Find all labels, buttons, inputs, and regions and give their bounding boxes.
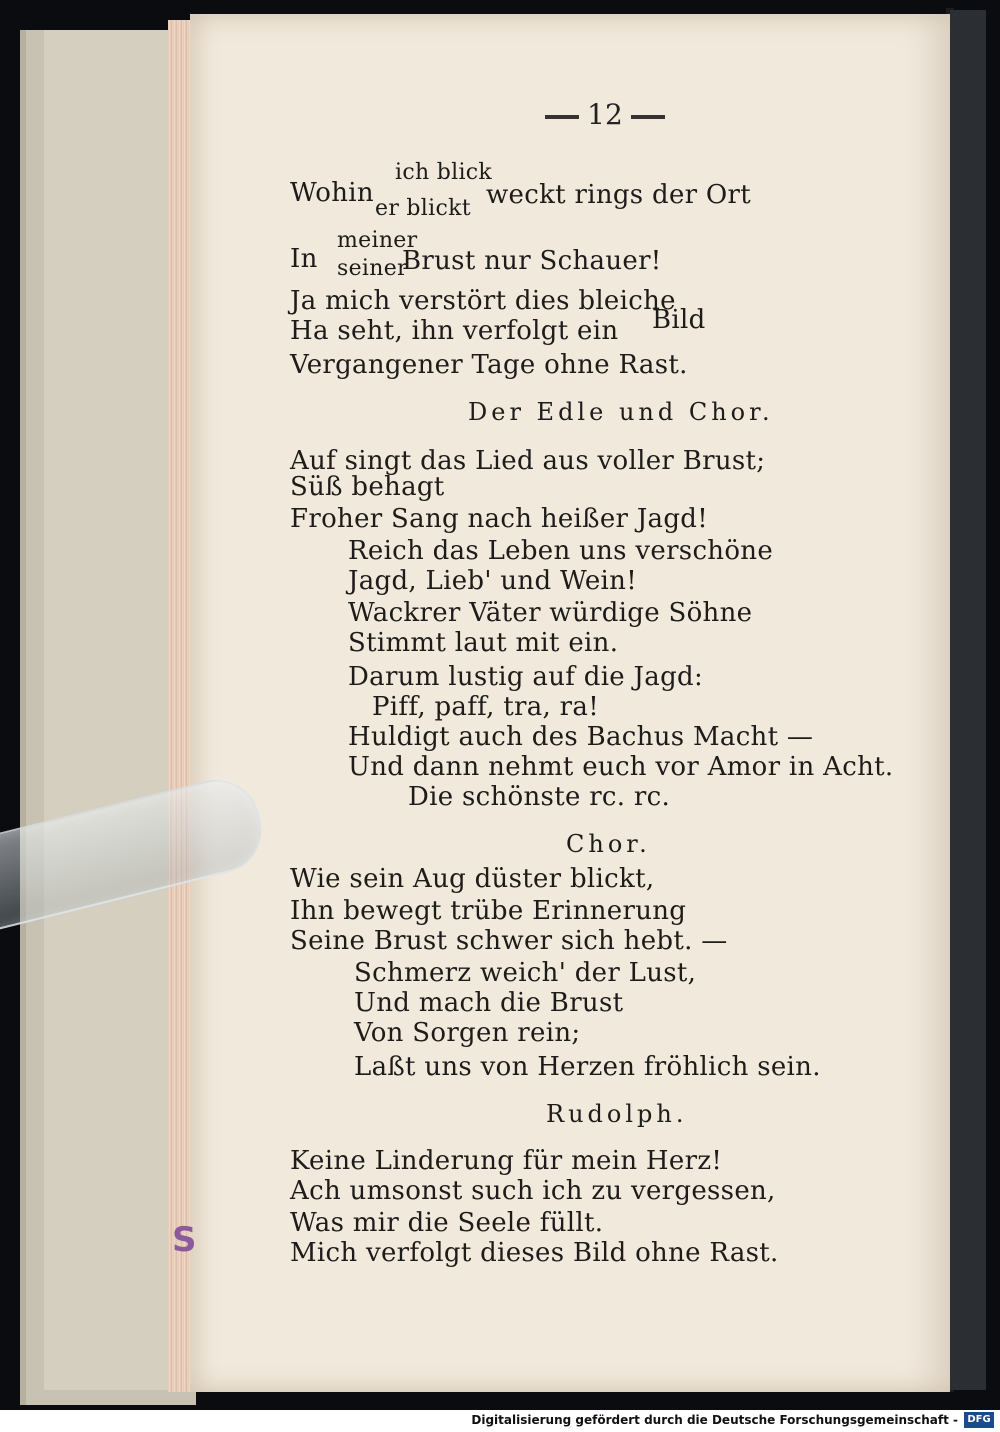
text-line: Piff, paff, tra, ra! xyxy=(372,692,599,722)
text-line: Stimmt laut mit ein. xyxy=(348,628,619,658)
text-line: Die schönste rc. rc. xyxy=(408,782,671,812)
funding-credit: Digitalisierung gefördert durch die Deutsche Forschungsgemeinschaft - xyxy=(471,1413,958,1427)
text-line: Süß behagt xyxy=(290,472,445,502)
text-line: Und mach die Brust xyxy=(354,988,624,1018)
text-line: ich blick xyxy=(395,160,493,185)
text-line: In xyxy=(290,244,318,274)
text-line: Chor. xyxy=(566,830,651,858)
text-line: Bild xyxy=(652,305,706,335)
page-header xyxy=(520,98,690,131)
header-dash-right xyxy=(631,115,665,119)
text-line: Froher Sang nach heißer Jagd! xyxy=(290,504,708,534)
text-line: Keine Linderung für mein Herz! xyxy=(290,1146,723,1176)
text-line: er blickt xyxy=(375,196,471,221)
text-line: seiner xyxy=(337,256,408,281)
text-line: Wackrer Väter würdige Söhne xyxy=(348,598,753,628)
text-line: Jagd, Lieb' und Wein! xyxy=(348,566,637,596)
text-line: Ja mich verstört dies bleiche xyxy=(290,286,676,316)
text-line: Ha seht, ihn verfolgt ein xyxy=(290,316,619,346)
text-line: Brust nur Schauer! xyxy=(402,246,662,276)
text-line: meiner xyxy=(337,228,418,253)
text-line: Ach umsonst such ich zu vergessen, xyxy=(290,1176,776,1206)
text-line: Wie sein Aug düster blickt, xyxy=(290,864,655,894)
text-line: Von Sorgen rein; xyxy=(354,1018,581,1048)
text-line: Vergangener Tage ohne Rast. xyxy=(290,350,688,380)
book-edge-right xyxy=(950,10,986,1390)
library-stamp: S xyxy=(172,1220,197,1260)
page-number: 12 xyxy=(587,98,623,131)
text-line: Darum lustig auf die Jagd: xyxy=(348,662,704,692)
text-line: Laßt uns von Herzen fröhlich sein. xyxy=(354,1052,821,1082)
text-line: Huldigt auch des Bachus Macht — xyxy=(348,722,814,752)
text-line: Was mir die Seele füllt. xyxy=(290,1208,604,1238)
text-line: Seine Brust schwer sich hebt. — xyxy=(290,926,728,956)
header-dash-left xyxy=(545,115,579,119)
text-line: Rudolph. xyxy=(546,1100,688,1128)
text-line: Der Edle und Chor. xyxy=(468,398,774,426)
text-line: Und dann nehmt euch vor Amor in Acht. xyxy=(348,752,894,782)
text-line: Reich das Leben uns verschöne xyxy=(348,536,774,566)
text-line: Ihn bewegt trübe Erinnerung xyxy=(290,896,687,926)
footer-bar xyxy=(0,1410,1000,1432)
text-line: Schmerz weich' der Lust, xyxy=(354,958,697,988)
text-line: Wohin xyxy=(290,178,374,208)
text-line: Auf singt das Lied aus voller Brust; xyxy=(290,446,766,476)
text-line: Mich verfolgt dieses Bild ohne Rast. xyxy=(290,1238,779,1268)
text-line: weckt rings der Ort xyxy=(486,180,752,210)
dfg-logo-icon: DFG xyxy=(964,1412,994,1428)
